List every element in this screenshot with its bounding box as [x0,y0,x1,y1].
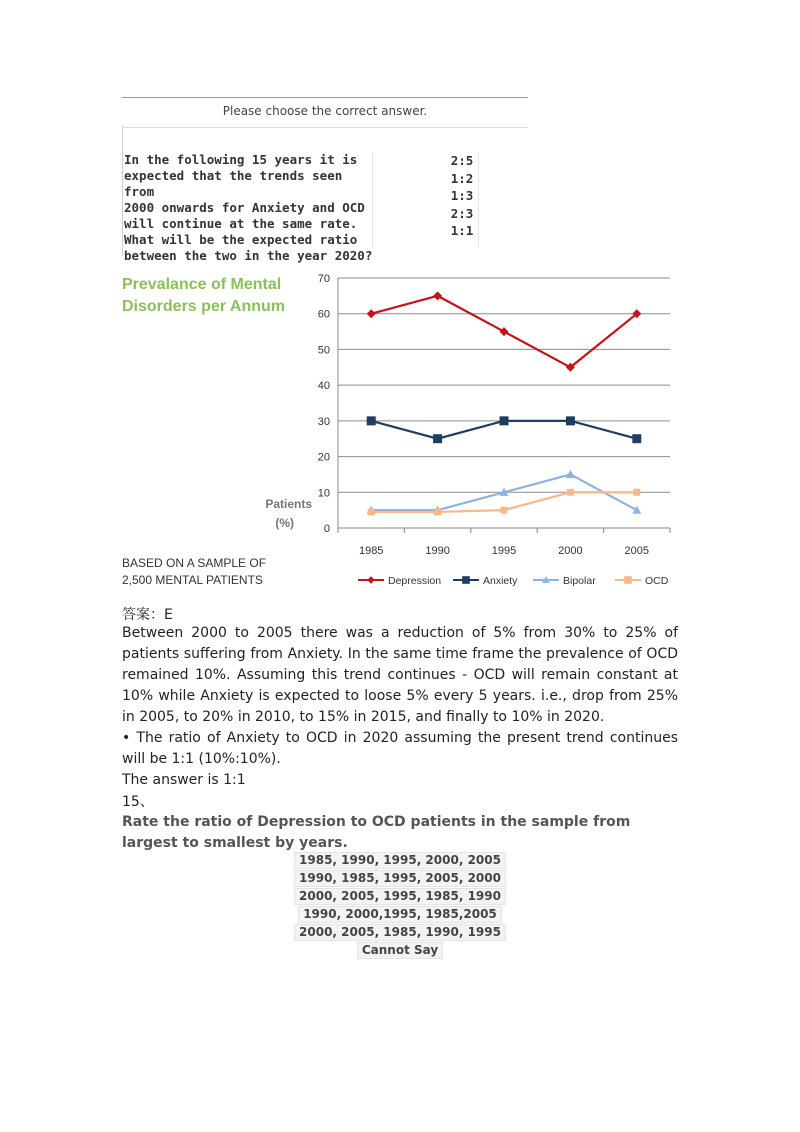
line-chart [300,268,680,598]
legend-label: Depression [388,575,442,587]
x-tick-label: 2005 [624,545,650,557]
question-15-options [200,852,600,960]
y-axis-unit: (%) [275,516,294,530]
data-point-ocd [567,489,574,496]
answer-option[interactable]: Cannot Say [357,942,443,959]
question-line: In the following 15 years it is [124,152,358,167]
answer-options [442,152,482,240]
sample-note [122,555,292,589]
explanation-paragraph: Between 2000 to 2005 there was a reduction of 5% from 30% to 25% of patients suffering from Anxiety. In the same time frame the prevalence of OCD remained 10%. Assuming this trend continues - OCD will remain constant at 10% while Anxiety is expected to loose 5% every 5 years. i.e., drop from 25% in 2005, to 20% in 2010, to 15% in 2015, and finally to 10% in 2020. [122,625,678,725]
answer-option[interactable]: 1:3 [450,188,474,204]
data-point-anxiety [566,416,575,425]
chart-title [122,274,302,318]
answer-option[interactable]: 1:2 [450,170,474,186]
data-point-anxiety [433,434,442,443]
y-tick-label: 40 [317,380,330,393]
question-number: 15、 [122,794,154,810]
y-tick-label: 20 [317,451,330,464]
answer-option[interactable]: 2000, 2005, 1985, 1990, 1995 [294,924,506,941]
y-axis-label: Patients [265,497,312,511]
question-line: expected that the trends seen from [124,168,343,199]
question-box-border [122,126,123,256]
y-tick-label: 50 [317,344,330,357]
answer-option[interactable]: 1985, 1990, 1995, 2000, 2005 [294,852,506,869]
question-box-divider [122,127,528,128]
answer-option[interactable]: 2000, 2005, 1995, 1985, 1990 [294,888,506,905]
question-line: will continue at the same rate. [124,216,358,231]
data-point-anxiety [367,416,376,425]
answer-key: 答案：E [122,607,173,623]
question-header: Please choose the correct answer. [222,104,428,118]
data-point-ocd [368,508,375,515]
question-top-rule [122,97,528,98]
question-text [124,152,374,264]
sample-note-line: 2,500 MENTAL PATIENTS [122,573,263,587]
legend-marker [462,576,470,584]
explanation-bullet: • The ratio of Anxiety to OCD in 2020 assuming the present trend continues will be 1:1 (10%:10%). [122,730,678,767]
data-point-depression [500,327,509,336]
x-tick-label: 1985 [358,545,384,557]
data-point-ocd [501,507,508,514]
y-tick-label: 0 [323,523,330,535]
legend-label: Anxiety [483,575,518,587]
data-point-ocd [434,508,441,515]
question-line: between the two in the year 2020? [124,248,373,263]
question-column-divider [372,152,373,248]
answer-option[interactable]: 1990, 1985, 1995, 2005, 2000 [294,870,506,887]
data-point-depression [367,309,376,318]
sample-note-line: BASED ON A SAMPLE OF [122,556,267,570]
y-tick-label: 60 [317,308,330,321]
y-tick-label: 10 [317,487,330,500]
question-line: 2000 onwards for Anxiety and OCD [124,200,365,215]
answer-option[interactable]: 2:3 [450,205,474,221]
data-point-bipolar [566,470,575,478]
chart-title-line: Prevalance of Mental [122,276,282,293]
data-point-depression [433,291,442,300]
answer-option[interactable]: 1990, 2000,1995, 1985,2005 [298,906,502,923]
question-line: What will be the expected ratio [124,232,358,247]
data-point-anxiety [500,416,509,425]
answer-option[interactable]: 2:5 [450,153,474,168]
x-tick-label: 1990 [425,545,450,557]
data-point-ocd [633,489,640,496]
legend-marker [624,576,632,584]
legend-marker [367,576,375,584]
options-rule [478,152,479,248]
legend-label: OCD [645,575,669,587]
x-tick-label: 2000 [558,545,583,557]
data-point-anxiety [632,434,641,443]
x-tick-label: 1995 [491,545,517,557]
chart-title-line: Disorders per Annum [122,298,285,315]
answer-option[interactable]: 1:1 [450,223,474,239]
question-15-text: Rate the ratio of Depression to OCD patients in the sample from largest to smallest by years. [122,814,631,851]
y-tick-label: 30 [317,415,330,428]
explanation-conclusion: The answer is 1:1 [122,772,246,788]
y-tick-label: 70 [317,273,330,285]
legend-label: Bipolar [563,575,596,587]
